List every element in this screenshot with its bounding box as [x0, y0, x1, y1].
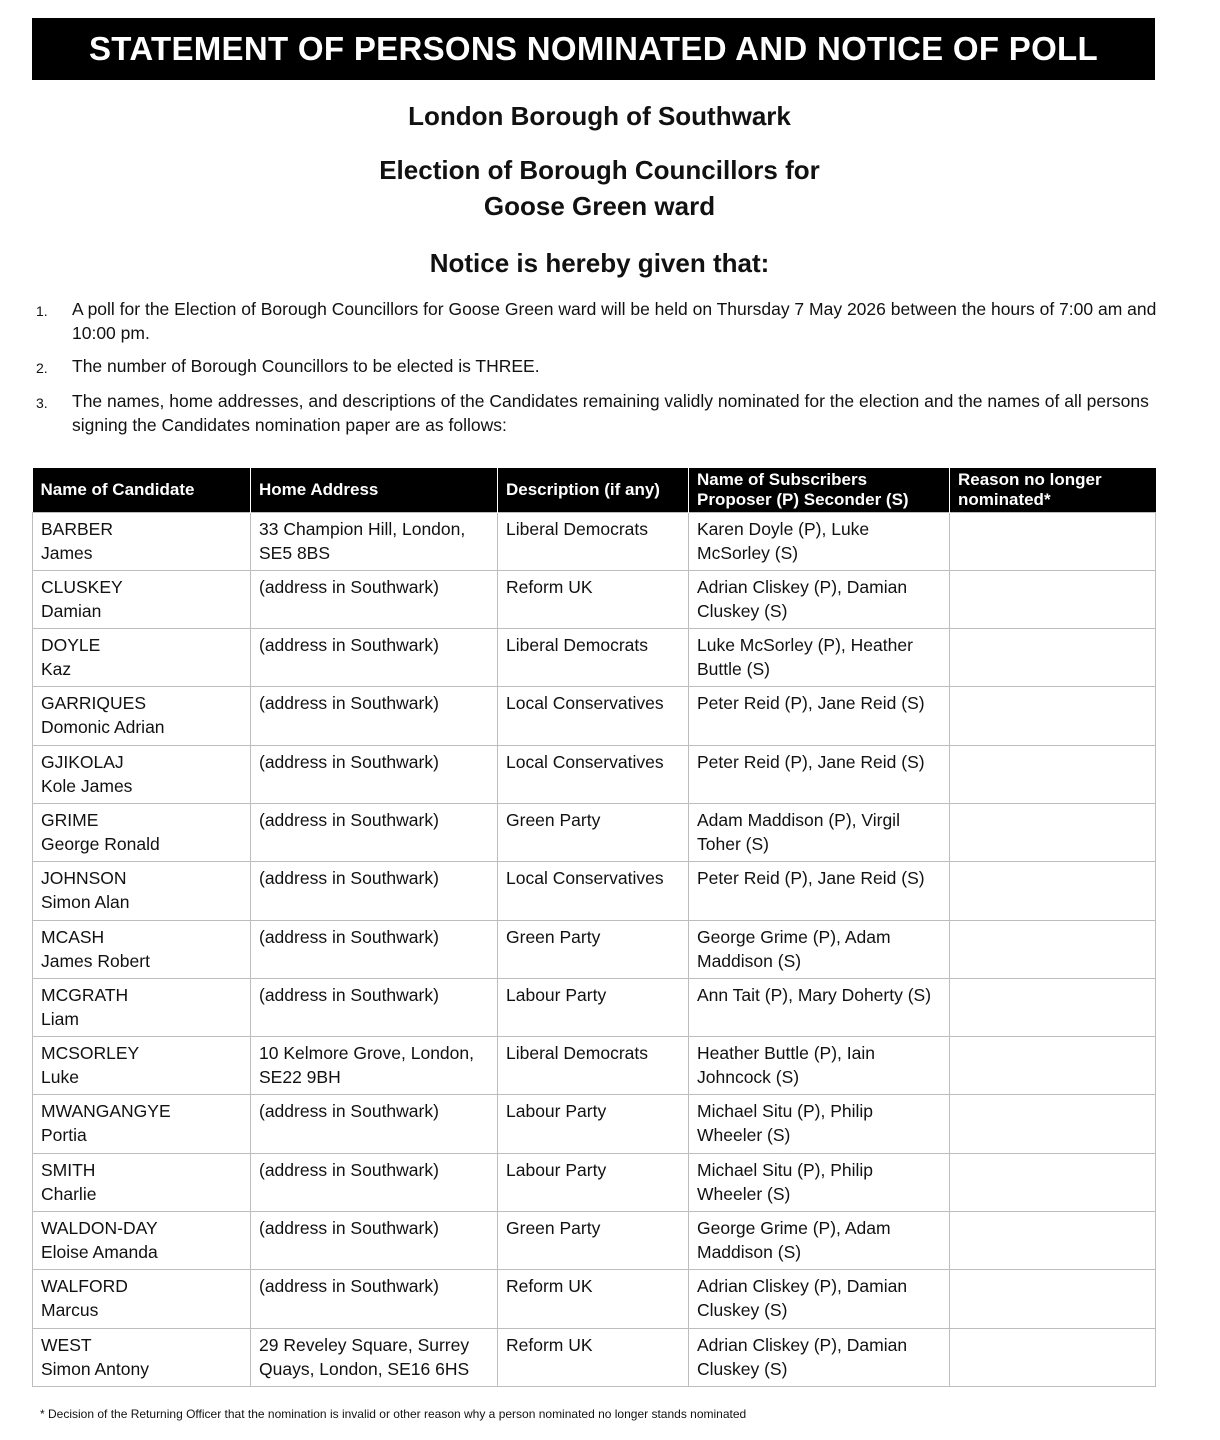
candidate-surname: SMITH [41, 1159, 96, 1180]
notice-point-text: The number of Borough Councillors to be elected is THREE. [72, 356, 540, 376]
subscribers-cell: Heather Buttle (P), Iain Johncock (S) [689, 1037, 950, 1095]
description-cell: Local Conservatives [498, 687, 689, 745]
notice-point [36, 354, 1161, 380]
column-header-candidate: Name of Candidate [33, 468, 251, 512]
reason-cell [950, 512, 1156, 570]
description-cell: Green Party [498, 920, 689, 978]
description-cell: Liberal Democrats [498, 512, 689, 570]
description-cell: Reform UK [498, 1328, 689, 1386]
notice-point-number: 3. [36, 395, 48, 411]
candidate-forenames: Eloise Amanda [41, 1242, 158, 1263]
candidate-surname: WALDON-DAY [41, 1218, 158, 1239]
home-address-cell: (address in Southwark) [251, 745, 498, 803]
reason-cell [950, 1153, 1156, 1211]
description-cell: Local Conservatives [498, 862, 689, 920]
subscribers-cell: Adrian Cliskey (P), Damian Cluskey (S) [689, 1270, 950, 1328]
subscribers-cell: Adam Maddison (P), Virgil Toher (S) [689, 803, 950, 861]
candidate-forenames: Damian [41, 600, 102, 621]
table-row [33, 687, 1156, 745]
candidate-surname: GJIKOLAJ [41, 751, 124, 772]
candidate-name-cell [33, 1328, 251, 1386]
home-address-cell: (address in Southwark) [251, 1270, 498, 1328]
subscribers-cell: Peter Reid (P), Jane Reid (S) [689, 862, 950, 920]
description-cell: Reform UK [498, 570, 689, 628]
description-cell: Green Party [498, 1212, 689, 1270]
candidate-forenames: Simon Antony [41, 1358, 149, 1379]
candidate-forenames: Portia [41, 1125, 87, 1146]
home-address-cell: (address in Southwark) [251, 687, 498, 745]
table-row [33, 1212, 1156, 1270]
subscribers-cell: Ann Tait (P), Mary Doherty (S) [689, 978, 950, 1036]
table-row [33, 978, 1156, 1036]
home-address-cell: (address in Southwark) [251, 862, 498, 920]
candidate-surname: CLUSKEY [41, 576, 123, 597]
home-address-cell: (address in Southwark) [251, 1095, 498, 1153]
candidate-forenames: Kaz [41, 659, 72, 680]
description-cell: Local Conservatives [498, 745, 689, 803]
subscribers-cell: Adrian Cliskey (P), Damian Cluskey (S) [689, 1328, 950, 1386]
council-name: London Borough of Southwark [408, 101, 791, 131]
description-cell: Labour Party [498, 1095, 689, 1153]
reason-cell [950, 1037, 1156, 1095]
table-row [33, 803, 1156, 861]
description-cell: Labour Party [498, 978, 689, 1036]
table-header [33, 468, 1156, 512]
table-row [33, 1153, 1156, 1211]
subscribers-cell: Adrian Cliskey (P), Damian Cluskey (S) [689, 570, 950, 628]
table-row [33, 512, 1156, 570]
candidate-forenames: Kole James [41, 775, 133, 796]
candidate-name-cell [33, 1270, 251, 1328]
table-row [33, 1095, 1156, 1153]
candidate-name-cell [33, 920, 251, 978]
document-title: STATEMENT OF PERSONS NOMINATED AND NOTICE OF POLL [32, 18, 1155, 80]
column-header-subscribers: Name of Subscribers Proposer (P) Seconder (S) [689, 468, 950, 512]
election-heading-line-2: Goose Green ward [483, 191, 716, 221]
notice-point-text: The names, home addresses, and descriptions of the Candidates remaining validly nominated for the election and the names of all persons signing the Candidates nomination paper are as follows: [72, 391, 1149, 435]
candidate-name-cell [33, 570, 251, 628]
notice-point [36, 389, 1161, 437]
table-row [33, 745, 1156, 803]
candidate-name-cell [33, 1153, 251, 1211]
table-row [33, 1037, 1156, 1095]
home-address-cell: (address in Southwark) [251, 803, 498, 861]
reason-cell [950, 978, 1156, 1036]
candidate-forenames: Simon Alan [41, 892, 130, 913]
reason-cell [950, 629, 1156, 687]
column-header-reason: Reason no longer nominated* [950, 468, 1156, 512]
candidate-forenames: James [41, 542, 93, 563]
notice-point-number: 2. [36, 360, 48, 376]
footnote: * Decision of the Returning Officer that the nomination is invalid or other reason why a person nominated no longer stands nominated [40, 1407, 747, 1421]
candidate-name-cell [33, 803, 251, 861]
candidate-forenames: Liam [41, 1008, 79, 1029]
subscribers-cell: George Grime (P), Adam Maddison (S) [689, 1212, 950, 1270]
reason-cell [950, 1328, 1156, 1386]
candidate-surname: BARBER [41, 518, 113, 539]
notice-heading: Notice is hereby given that: [429, 248, 770, 278]
candidate-forenames: Charlie [41, 1183, 97, 1204]
notice-point-text: A poll for the Election of Borough Councillors for Goose Green ward will be held on Thursday 7 May 2026 between the hours of 7:00 am and 10:00 pm. [72, 299, 1157, 343]
candidate-name-cell [33, 1212, 251, 1270]
subscribers-cell: Michael Situ (P), Philip Wheeler (S) [689, 1095, 950, 1153]
candidate-surname: MCGRATH [41, 984, 129, 1005]
candidate-name-cell [33, 512, 251, 570]
notice-points [36, 297, 1161, 446]
home-address-cell: (address in Southwark) [251, 920, 498, 978]
candidate-name-cell [33, 978, 251, 1036]
table-row [33, 629, 1156, 687]
notice-point-number: 1. [36, 303, 48, 319]
reason-cell [950, 1095, 1156, 1153]
reason-cell [950, 920, 1156, 978]
candidates-table [32, 468, 1156, 1387]
notice-point [36, 297, 1161, 345]
description-cell: Green Party [498, 803, 689, 861]
candidate-surname: WALFORD [41, 1276, 128, 1297]
table-row [33, 1328, 1156, 1386]
table-header-row [33, 468, 1156, 512]
subscribers-cell: Karen Doyle (P), Luke McSorley (S) [689, 512, 950, 570]
election-heading [32, 152, 1167, 224]
candidate-surname: DOYLE [41, 635, 101, 656]
candidate-surname: GRIME [41, 809, 99, 830]
candidate-surname: MCSORLEY [41, 1043, 140, 1064]
reason-cell [950, 862, 1156, 920]
subscribers-cell: Peter Reid (P), Jane Reid (S) [689, 745, 950, 803]
home-address-cell: (address in Southwark) [251, 629, 498, 687]
candidate-name-cell [33, 1037, 251, 1095]
candidate-name-cell [33, 629, 251, 687]
home-address-cell: (address in Southwark) [251, 1212, 498, 1270]
reason-cell [950, 687, 1156, 745]
reason-cell [950, 570, 1156, 628]
table-row [33, 570, 1156, 628]
candidate-name-cell [33, 862, 251, 920]
candidate-forenames: James Robert [41, 950, 150, 971]
candidate-name-cell [33, 1095, 251, 1153]
home-address-cell: 29 Reveley Square, Surrey Quays, London, SE16 6HS [251, 1328, 498, 1386]
reason-cell [950, 1212, 1156, 1270]
home-address-cell: (address in Southwark) [251, 1153, 498, 1211]
candidate-forenames: George Ronald [41, 833, 160, 854]
home-address-cell: 10 Kelmore Grove, London, SE22 9BH [251, 1037, 498, 1095]
subscribers-cell: Luke McSorley (P), Heather Buttle (S) [689, 629, 950, 687]
subscribers-cell: George Grime (P), Adam Maddison (S) [689, 920, 950, 978]
description-cell: Liberal Democrats [498, 629, 689, 687]
election-heading-line-1: Election of Borough Councillors for [379, 155, 820, 185]
column-header-address: Home Address [251, 468, 498, 512]
candidate-surname: JOHNSON [41, 868, 127, 889]
candidate-surname: WEST [41, 1334, 92, 1355]
reason-cell [950, 803, 1156, 861]
subscribers-cell: Michael Situ (P), Philip Wheeler (S) [689, 1153, 950, 1211]
description-cell: Liberal Democrats [498, 1037, 689, 1095]
table-row [33, 862, 1156, 920]
candidate-surname: GARRIQUES [41, 693, 147, 714]
candidate-forenames: Domonic Adrian [41, 717, 165, 738]
reason-cell [950, 745, 1156, 803]
table-body [33, 512, 1156, 1386]
description-cell: Reform UK [498, 1270, 689, 1328]
column-header-description: Description (if any) [498, 468, 689, 512]
candidate-name-cell [33, 687, 251, 745]
home-address-cell: (address in Southwark) [251, 570, 498, 628]
candidate-forenames: Luke [41, 1067, 79, 1088]
candidate-surname: MWANGANGYE [41, 1101, 171, 1122]
candidate-name-cell [33, 745, 251, 803]
home-address-cell: (address in Southwark) [251, 978, 498, 1036]
candidate-forenames: Marcus [41, 1300, 99, 1321]
subscribers-cell: Peter Reid (P), Jane Reid (S) [689, 687, 950, 745]
reason-cell [950, 1270, 1156, 1328]
candidate-surname: MCASH [41, 926, 105, 947]
home-address-cell: 33 Champion Hill, London, SE5 8BS [251, 512, 498, 570]
table-row [33, 1270, 1156, 1328]
table-row [33, 920, 1156, 978]
description-cell: Labour Party [498, 1153, 689, 1211]
